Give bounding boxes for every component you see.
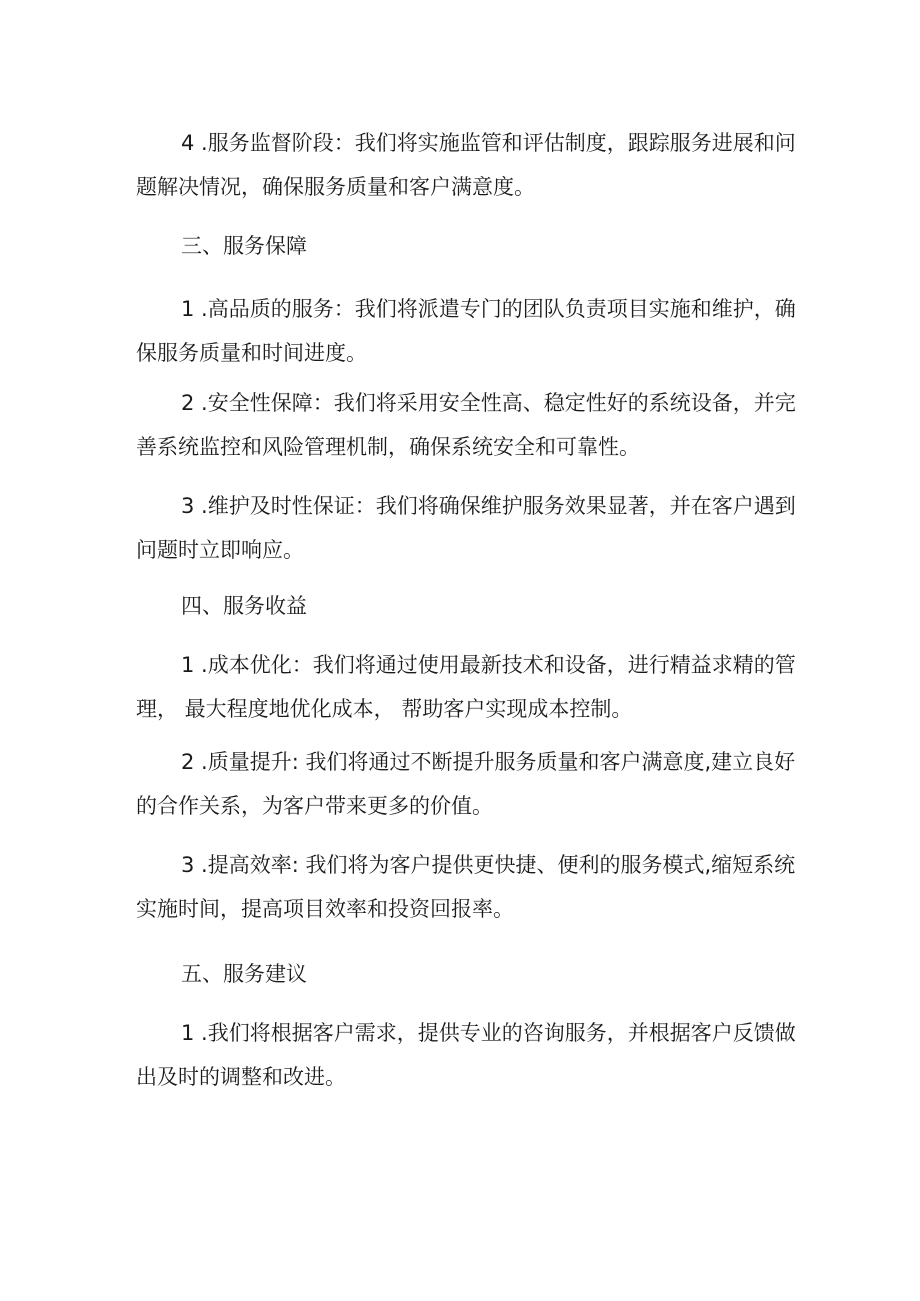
- section-heading-service-guarantee: 三、服务保障: [181, 234, 307, 258]
- paragraph-cost-optimization: 1 .成本优化：我们将通过使用最新技术和设备，进行精益求精的管理， 最大程度地优化成本， 帮助客户实现成本控制。: [136, 653, 796, 721]
- paragraph-security-guarantee: 2 .安全性保障：我们将采用安全性高、稳定性好的系统设备，并完善系统监控和风险管理机制，确保系统安全和可靠性。: [136, 391, 796, 459]
- section-heading-service-suggestions: 五、服务建议: [181, 962, 307, 986]
- paragraph-high-quality-service: 1 .高品质的服务：我们将派遣专门的团队负责项目实施和维护，确保服务质量和时间进度。: [136, 297, 796, 365]
- paragraph-consulting-service: 1 .我们将根据客户需求，提供专业的咨询服务，并根据客户反馈做出及时的调整和改进。: [136, 1021, 796, 1089]
- paragraph-service-supervision: 4 .服务监督阶段：我们将实施监管和评估制度，跟踪服务进展和问题解决情况，确保服务质量和客户满意度。: [136, 131, 796, 199]
- paragraph-efficiency-improvement: 3 .提高效率: 我们将为客户提供更快捷、便利的服务模式,缩短系统实施时间，提高项目效率和投资回报率。: [136, 853, 796, 921]
- paragraph-quality-improvement: 2 .质量提升: 我们将通过不断提升服务质量和客户满意度,建立良好的合作关系，为客户带来更多的价值。: [136, 750, 796, 818]
- section-heading-service-benefits: 四、服务收益: [181, 594, 307, 618]
- paragraph-maintenance-timeliness: 3 .维护及时性保证：我们将确保维护服务效果显著，并在客户遇到问题时立即响应。: [136, 494, 796, 562]
